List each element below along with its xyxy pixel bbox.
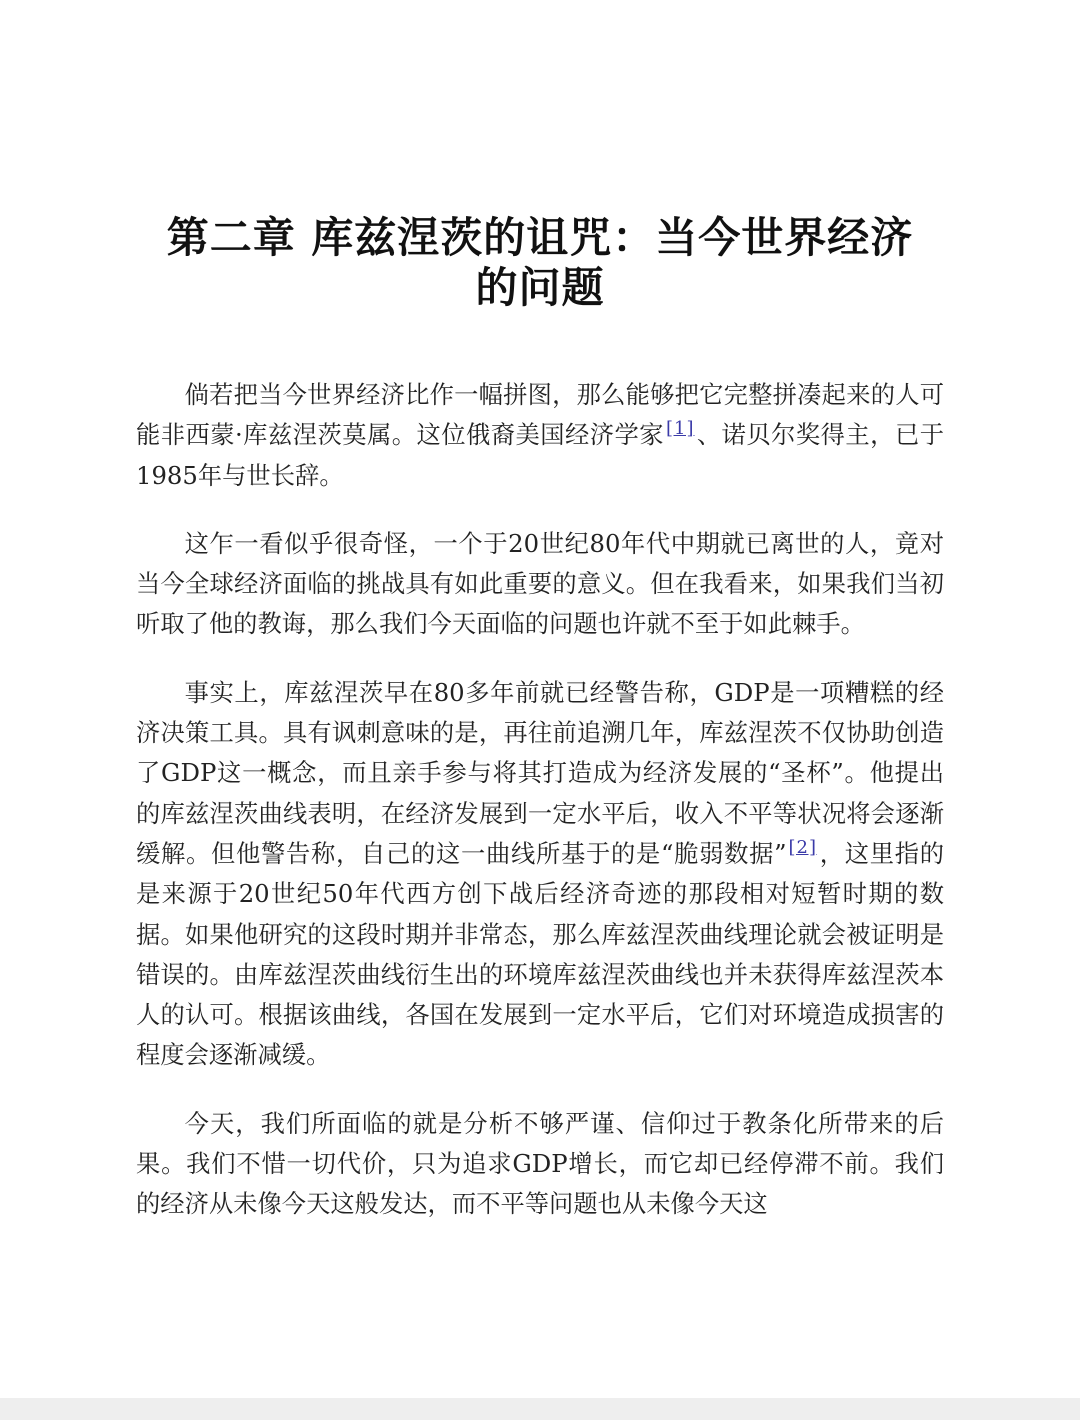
paragraph-1-text-a: 倘若把当今世界经济比作一幅拼图，那么能够把它完整拼凑起来的人可能非西蒙·库兹涅茨莫属。这位俄裔美国经济学家 bbox=[136, 380, 944, 450]
bottom-strip bbox=[0, 1398, 1080, 1420]
paragraph-3-text-b: ，这里指的是来源于20世纪50年代西方创下战后经济奇迹的那段相对短暂时期的数据。如果他研究的这段时期并非常态，那么库兹涅茨曲线理论就会被证明是错误的。由库兹涅茨曲线衍生出的环境库兹涅茨曲线也并未获得库兹涅茨本人的认可。根据该曲线，各国在发展到一定水平后，它们对环境造成损害的程度会逐渐减缓。 bbox=[136, 838, 945, 1070]
chapter-title bbox=[120, 213, 960, 313]
footnote-link-1[interactable]: [1] bbox=[665, 418, 695, 440]
chapter-body bbox=[136, 375, 944, 1253]
chapter-title-line-2: 的问题 bbox=[475, 263, 605, 312]
paragraph-1-text-b: 、诺贝尔奖得主，已于1985年与世长辞。 bbox=[136, 420, 944, 490]
paragraph-3-text-a: 事实上，库兹涅茨早在80多年前就已经警告称，GDP是一项糟糕的经济决策工具。具有讽刺意味的是，再往前追溯几年，库兹涅茨不仅协助创造了GDP这一概念，而且亲手参与将其打造成为经济发展的“圣杯”。他提出的库兹涅茨曲线表明，在经济发展到一定水平后，收入不平等状况将会逐渐缓解。但他警告称，自己的这一曲线所基于的是“脆弱数据” bbox=[136, 677, 944, 868]
paragraph-1 bbox=[136, 375, 944, 496]
paragraph-2: 这乍一看似乎很奇怪，一个于20世纪80年代中期就已离世的人，竟对当今全球经济面临的挑战具有如此重要的意义。但在我看来，如果我们当初听取了他的教诲，那么我们今天面临的问题也许就不至于如此棘手。 bbox=[136, 528, 944, 639]
paragraph-3 bbox=[136, 673, 944, 1076]
footnote-link-2[interactable]: [2] bbox=[788, 836, 818, 858]
chapter-title-line-1: 第二章 库兹涅茨的诅咒：当今世界经济 bbox=[166, 213, 914, 262]
paragraph-4: 今天，我们所面临的就是分析不够严谨、信仰过于教条化所带来的后果。我们不惜一切代价，只为追求GDP增长，而它却已经停滞不前。我们的经济从未像今天这般发达，而不平等问题也从未像今天这 bbox=[136, 1108, 944, 1219]
